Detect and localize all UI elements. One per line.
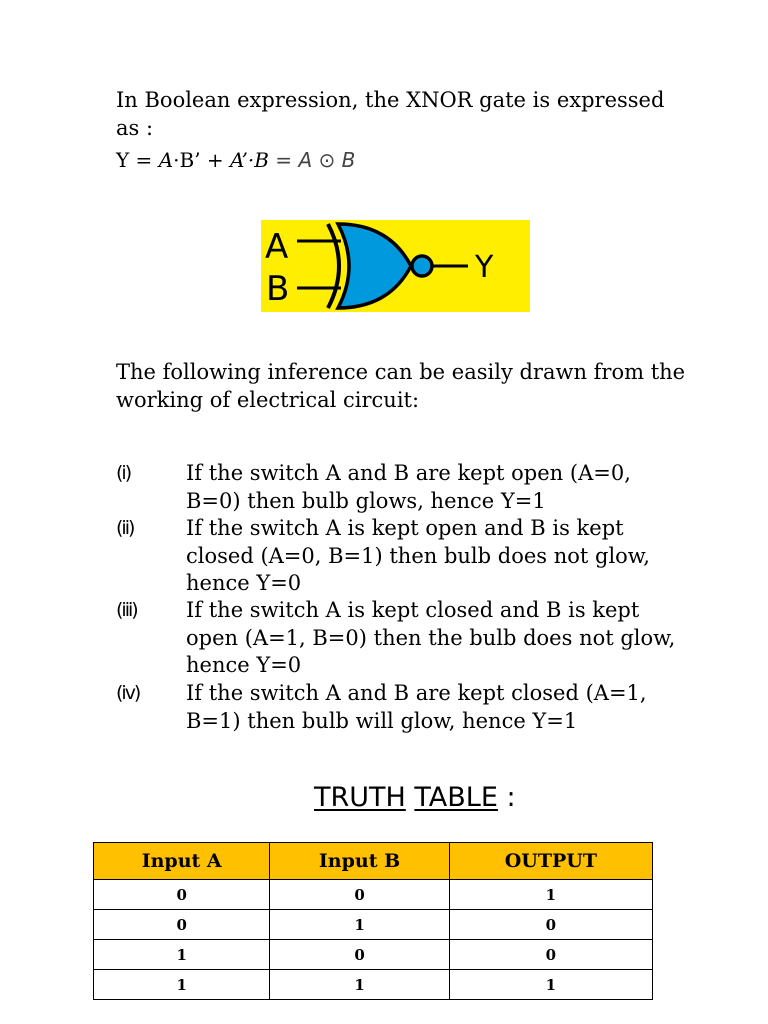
list-marker: (iii) bbox=[116, 599, 137, 621]
table-row bbox=[94, 970, 653, 1000]
list-marker: (iv) bbox=[116, 682, 140, 704]
table-cell: 0 bbox=[270, 880, 449, 910]
inference-paragraph: The following inference can be easily drawn from the working of electrical circuit: bbox=[116, 360, 686, 412]
table-cell: 1 bbox=[270, 910, 449, 940]
table-cell: 0 bbox=[449, 910, 652, 940]
inversion-bubble bbox=[412, 256, 432, 276]
list-item-text: If the switch A is kept open and B is kept closed (A=0, B=1) then bulb does not glow, hence Y=0 bbox=[186, 516, 650, 595]
formula-left: Y = bbox=[116, 148, 159, 172]
header-input-a: Input A bbox=[94, 843, 270, 880]
boolean-formula bbox=[116, 146, 355, 174]
table-cell: 1 bbox=[449, 970, 652, 1000]
list-item-text: If the switch A is kept closed and B is kept open (A=1, B=0) then the bulb does not glow, hence Y=0 bbox=[186, 598, 676, 677]
formula-symbolic: A ⊙ B bbox=[298, 148, 356, 172]
list-item-text: If the switch A and B are kept open (A=0, B=0) then bulb glows, hence Y=1 bbox=[186, 461, 631, 513]
formula-term2: A’·B bbox=[230, 148, 269, 172]
formula-term1-mid: ·B’ + bbox=[173, 148, 231, 172]
truth-title-suffix: : bbox=[497, 782, 516, 813]
table-row bbox=[94, 940, 653, 970]
header-output: OUTPUT bbox=[449, 843, 652, 880]
gate-output-label: Y bbox=[475, 250, 494, 285]
truth-table bbox=[93, 842, 653, 1000]
xnor-gate-icon bbox=[261, 220, 530, 312]
list-marker: (ii) bbox=[116, 517, 134, 539]
xnor-gate-diagram bbox=[261, 220, 530, 312]
gate-body bbox=[338, 224, 411, 308]
table-header-row bbox=[94, 843, 653, 880]
table-row bbox=[94, 880, 653, 910]
xor-back-curve bbox=[328, 224, 339, 308]
list-item-text: If the switch A and B are kept closed (A=1, B=1) then bulb will glow, hence Y=1 bbox=[186, 681, 647, 733]
truth-title-word1: TRUTH bbox=[314, 782, 406, 813]
table-cell: 0 bbox=[270, 940, 449, 970]
table-cell: 1 bbox=[270, 970, 449, 1000]
formula-equals: = bbox=[268, 148, 299, 172]
table-cell: 1 bbox=[94, 970, 270, 1000]
formula-term1-a: A bbox=[158, 148, 174, 172]
table-cell: 0 bbox=[449, 940, 652, 970]
table-cell: 0 bbox=[94, 910, 270, 940]
table-cell: 1 bbox=[449, 880, 652, 910]
header-input-b: Input B bbox=[270, 843, 449, 880]
gate-input-b-label: B bbox=[266, 269, 290, 309]
truth-table-title bbox=[314, 780, 516, 816]
gate-input-a-label: A bbox=[265, 227, 289, 267]
table-cell: 0 bbox=[94, 880, 270, 910]
table-cell: 1 bbox=[94, 940, 270, 970]
table-row bbox=[94, 910, 653, 940]
list-marker: (i) bbox=[116, 462, 131, 484]
truth-title-word2: TABLE bbox=[414, 782, 498, 813]
intro-paragraph: In Boolean expression, the XNOR gate is expressed as : bbox=[116, 88, 665, 140]
